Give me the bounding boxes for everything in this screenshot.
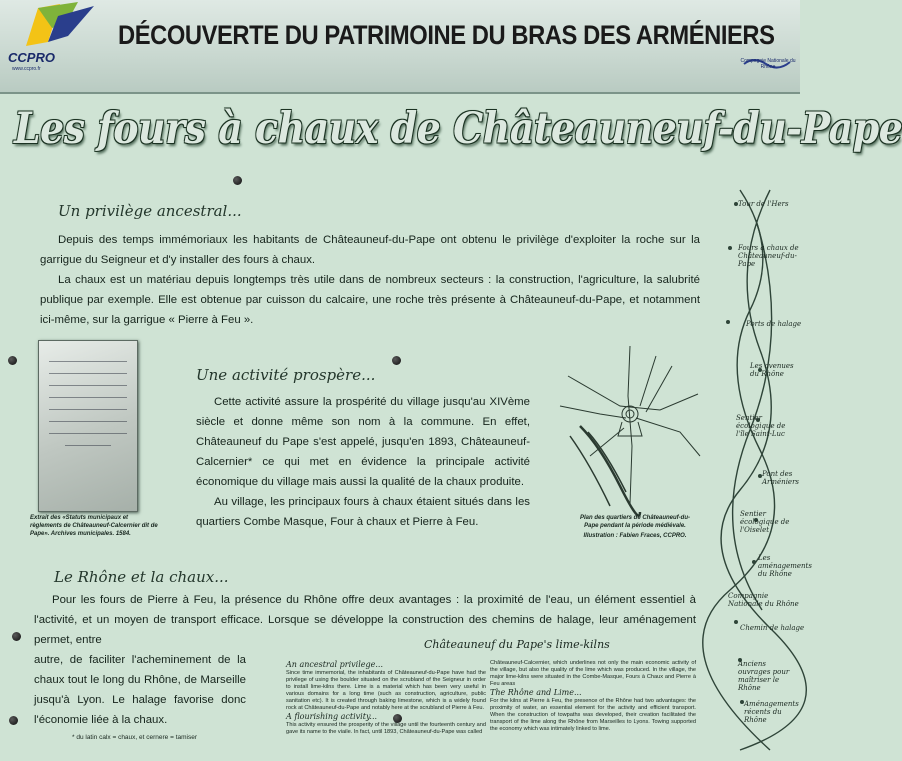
english-text: This activity ensured the prosperity of the village until the fourteenth century and gave its name to the viaile. In fact, until 1893, Châteauneuf-du-Pape was called	[286, 722, 486, 735]
archive-document-photo	[38, 340, 138, 512]
english-subheading: An ancestral privilege...	[286, 660, 383, 669]
medieval-map-illustration	[560, 336, 702, 512]
screw-icon	[12, 632, 21, 641]
section-activity-text	[196, 392, 530, 532]
paragraph: Au village, les principaux fours à chaux étaient situés dans les quartiers Combe Masque, Four à chaux et Pierre à Feu.	[196, 496, 530, 528]
ccpro-logo-icon	[8, 2, 90, 48]
paragraph: Depuis des temps immémoriaux les habitants de Châteauneuf-du-Pape ont obtenu le privilège d'exploiter la roche sur la garrigue du Seigneur et d'y installer des fours à chaux.	[40, 234, 700, 266]
english-column-right	[490, 660, 696, 733]
route-label: Les aménagements du Rhône	[758, 554, 812, 578]
route-label: Chemin de halage	[740, 624, 805, 632]
map-credit: Illustration : Fabien Fraces, CCPRO.	[583, 533, 687, 539]
english-subheading: The Rhône and Lime...	[490, 688, 582, 697]
section-heading-privilege: Un privilège ancestral...	[58, 202, 242, 220]
english-column-left	[286, 660, 486, 736]
screw-icon	[9, 716, 18, 725]
route-label: Fours à chaux de Châteauneuf-du-Pape	[738, 244, 799, 268]
paragraph: Cette activité assure la prospérité du village jusqu'au XIVème siècle et donne même son nom à la commune. En effet, Châteauneuf du Pape s'est appelé, jusqu'en 1893, Châteauneuf-Calcernier* ce qui met en évidence la principale activité économique du village mais aussi la qualité de la chaux produite.	[196, 396, 530, 488]
map-caption: Plan des quartiers de Châteauneuf-du-Pape pendant la période médiévale.	[579, 515, 691, 529]
screw-icon	[392, 356, 401, 365]
route-label: Ports de halage	[746, 320, 802, 328]
english-text: Châteauneuf-Calcernier, which underlines not only the main economic activity of the village, but also the quality of the lime which was produced. In the village, the major lime-kilns were situated in the Combe-Masque, Fours à Chaux and Pierre à Feu areas	[490, 660, 696, 687]
english-text: Since time immemorial, the inhabitants of Châteauneuf-du-Pape have had the privilege of using the boulder situated on the scrubland of the Seigneur in order to install lime-kilns there. Lime is a material which has been very useful in various domains for a long time (such as construction, agriculture, public sanitation etc). It is created through baking limestone, which is a widely found rock at Châteauneuf-du-Pape and notably here at the scrubland of Pierre à Feu.	[286, 670, 486, 711]
paragraph-rhone-wide: Pour les fours de Pierre à Feu, la présence du Rhône offre deux avantages : la proximité de l'eau, un élément essentiel à l'activité, et un moyen de transport efficace. Lorsque se développe la construction des chemins de halage, leur aménagement permet, entre	[34, 594, 696, 646]
partner-name: Compagnie Nationale du Rhône	[740, 58, 796, 70]
route-label: Anciens ouvrages pour maîtriser le Rhône	[738, 660, 790, 692]
english-subheading: A flourishing activity...	[286, 712, 378, 721]
route-label: Sentier écologique de l'île Saint-Luc	[736, 414, 786, 438]
route-label: Les avenues du Rhône	[750, 362, 794, 378]
english-text: For the kilns at Pierre à Feu, the presence of the Rhône had two advantages: the proximity of water, an essential element for the activity and efficient transport. When the construction of towpaths was developed, their creation facilitated the transport of the lime along the Rhône from Marseilles to Lyons. Towing supported the economy which was intimately linked to lime.	[490, 698, 696, 732]
paragraph: La chaux est un matériau depuis longtemps très utile dans de nombreux secteurs : la construction, l'agriculture, la salubrité publique par exemple. Elle est obtenue par cuisson du calcaire, une roche très présente à Châteauneuf-du-Pape, et notamment ici-même, sur la garrigue « Pierre à Feu ».	[40, 274, 700, 326]
footnote: * du latin calx = chaux, et cernere = tamiser	[72, 734, 198, 741]
screw-icon	[8, 356, 17, 365]
screw-icon	[233, 176, 242, 185]
section-privilege-text	[40, 230, 700, 330]
section-heading-rhone: Le Rhône et la chaux...	[54, 568, 229, 586]
logo-text: CCPRO	[8, 50, 55, 65]
document-caption: Extrait des «Statuts municipaux et règlements de Châteauneuf-Calcernier dit de Pape». Archives municipales. 1584.	[30, 515, 158, 537]
section-heading-activity: Une activité prospère...	[196, 366, 376, 384]
route-label: Sentier écologique de l'Oiselet	[740, 510, 790, 534]
route-label: Aménagements récents du Rhône	[744, 700, 799, 724]
header-title: DÉCOUVERTE DU PATRIMOINE DU BRAS DES ARMÉNIERS	[118, 20, 775, 50]
paragraph-rhone-narrow: autre, de faciliter l'acheminement de la chaux tout le long du Rhône, de Marseille jusqu'à Lyon. Le halage favorise donc l'économie liée à la chaux.	[34, 654, 246, 726]
english-title: Châteauneuf du Pape's lime-kilns	[424, 638, 610, 651]
route-label: Compagnie Nationale du Rhône	[728, 592, 799, 608]
route-label: Tour de l'Hers	[738, 200, 789, 208]
header-band	[0, 0, 800, 94]
page-title: Les fours à chaux de Châteauneuf-du-Pape	[14, 104, 902, 154]
route-label: Pont des Arméniers	[762, 470, 800, 486]
logo-url: www.ccpro.fr	[12, 66, 41, 72]
